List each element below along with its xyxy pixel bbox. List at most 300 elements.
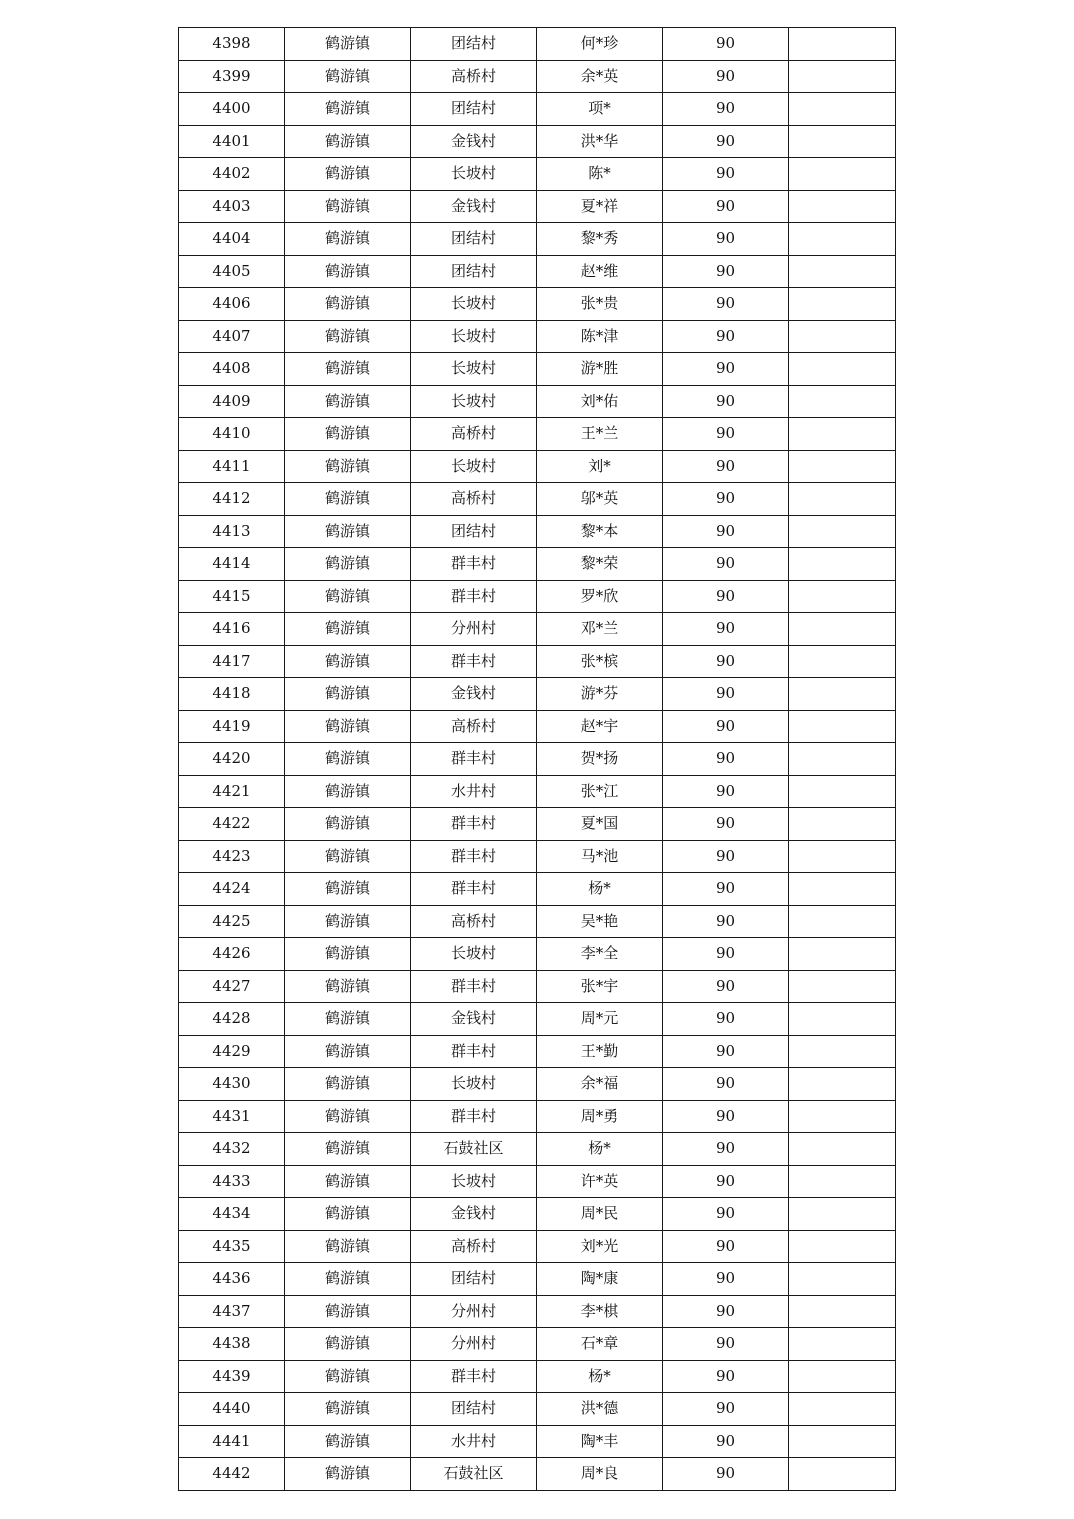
- cell-village: 长坡村: [411, 158, 537, 191]
- cell-village: 石鼓社区: [411, 1133, 537, 1166]
- cell-number: 4435: [179, 1230, 285, 1263]
- cell-amount: 90: [663, 938, 789, 971]
- cell-amount: 90: [663, 1295, 789, 1328]
- cell-number: 4411: [179, 450, 285, 483]
- cell-town: 鹤游镇: [285, 93, 411, 126]
- cell-number: 4437: [179, 1295, 285, 1328]
- table-row: [179, 1068, 896, 1101]
- cell-name: 陈*津: [537, 320, 663, 353]
- cell-name: 刘*佑: [537, 385, 663, 418]
- table-row: [179, 873, 896, 906]
- cell-town: 鹤游镇: [285, 1165, 411, 1198]
- cell-village: 长坡村: [411, 320, 537, 353]
- cell-note: [789, 1393, 896, 1426]
- cell-number: 4418: [179, 678, 285, 711]
- cell-amount: 90: [663, 743, 789, 776]
- cell-village: 高桥村: [411, 905, 537, 938]
- cell-village: 金钱村: [411, 125, 537, 158]
- cell-village: 金钱村: [411, 678, 537, 711]
- cell-note: [789, 255, 896, 288]
- cell-number: 4404: [179, 223, 285, 256]
- table-row: [179, 1100, 896, 1133]
- cell-number: 4428: [179, 1003, 285, 1036]
- cell-town: 鹤游镇: [285, 418, 411, 451]
- cell-note: [789, 1263, 896, 1296]
- cell-name: 黎*秀: [537, 223, 663, 256]
- cell-amount: 90: [663, 905, 789, 938]
- cell-town: 鹤游镇: [285, 158, 411, 191]
- table-row: [179, 743, 896, 776]
- cell-amount: 90: [663, 483, 789, 516]
- table-row: [179, 450, 896, 483]
- cell-town: 鹤游镇: [285, 775, 411, 808]
- cell-name: 石*章: [537, 1328, 663, 1361]
- cell-number: 4442: [179, 1458, 285, 1491]
- cell-amount: 90: [663, 548, 789, 581]
- cell-amount: 90: [663, 158, 789, 191]
- cell-town: 鹤游镇: [285, 190, 411, 223]
- cell-amount: 90: [663, 450, 789, 483]
- cell-town: 鹤游镇: [285, 710, 411, 743]
- cell-note: [789, 385, 896, 418]
- cell-town: 鹤游镇: [285, 320, 411, 353]
- cell-note: [789, 483, 896, 516]
- cell-town: 鹤游镇: [285, 125, 411, 158]
- cell-village: 团结村: [411, 93, 537, 126]
- cell-amount: 90: [663, 1035, 789, 1068]
- cell-number: 4410: [179, 418, 285, 451]
- cell-town: 鹤游镇: [285, 1458, 411, 1491]
- cell-amount: 90: [663, 1198, 789, 1231]
- cell-note: [789, 775, 896, 808]
- cell-town: 鹤游镇: [285, 288, 411, 321]
- table-row: [179, 288, 896, 321]
- cell-note: [789, 1328, 896, 1361]
- cell-note: [789, 1165, 896, 1198]
- cell-village: 群丰村: [411, 580, 537, 613]
- cell-note: [789, 1100, 896, 1133]
- cell-name: 游*芬: [537, 678, 663, 711]
- cell-number: 4408: [179, 353, 285, 386]
- cell-name: 黎*荣: [537, 548, 663, 581]
- cell-number: 4436: [179, 1263, 285, 1296]
- cell-number: 4429: [179, 1035, 285, 1068]
- cell-name: 黎*本: [537, 515, 663, 548]
- cell-town: 鹤游镇: [285, 483, 411, 516]
- cell-village: 群丰村: [411, 1035, 537, 1068]
- cell-number: 4419: [179, 710, 285, 743]
- cell-village: 金钱村: [411, 1003, 537, 1036]
- cell-town: 鹤游镇: [285, 60, 411, 93]
- cell-town: 鹤游镇: [285, 613, 411, 646]
- cell-village: 分州村: [411, 1295, 537, 1328]
- cell-name: 马*池: [537, 840, 663, 873]
- cell-town: 鹤游镇: [285, 873, 411, 906]
- cell-amount: 90: [663, 1328, 789, 1361]
- cell-note: [789, 938, 896, 971]
- cell-town: 鹤游镇: [285, 1198, 411, 1231]
- cell-note: [789, 223, 896, 256]
- table-row: [179, 1295, 896, 1328]
- cell-note: [789, 613, 896, 646]
- cell-town: 鹤游镇: [285, 938, 411, 971]
- cell-number: 4415: [179, 580, 285, 613]
- cell-name: 张*槟: [537, 645, 663, 678]
- cell-town: 鹤游镇: [285, 678, 411, 711]
- cell-amount: 90: [663, 93, 789, 126]
- table-row: [179, 1230, 896, 1263]
- cell-village: 群丰村: [411, 1100, 537, 1133]
- cell-town: 鹤游镇: [285, 970, 411, 1003]
- cell-amount: 90: [663, 1230, 789, 1263]
- cell-town: 鹤游镇: [285, 1003, 411, 1036]
- cell-town: 鹤游镇: [285, 28, 411, 61]
- cell-name: 杨*: [537, 1360, 663, 1393]
- table-row: [179, 1328, 896, 1361]
- table-row: [179, 710, 896, 743]
- cell-amount: 90: [663, 1003, 789, 1036]
- cell-town: 鹤游镇: [285, 1263, 411, 1296]
- cell-number: 4401: [179, 125, 285, 158]
- cell-amount: 90: [663, 1165, 789, 1198]
- cell-note: [789, 125, 896, 158]
- table-row: [179, 125, 896, 158]
- table-row: [179, 1425, 896, 1458]
- cell-name: 张*江: [537, 775, 663, 808]
- cell-name: 张*贵: [537, 288, 663, 321]
- cell-village: 高桥村: [411, 418, 537, 451]
- table-row: [179, 613, 896, 646]
- cell-number: 4398: [179, 28, 285, 61]
- cell-amount: 90: [663, 840, 789, 873]
- cell-note: [789, 1295, 896, 1328]
- cell-number: 4424: [179, 873, 285, 906]
- cell-number: 4431: [179, 1100, 285, 1133]
- cell-village: 水井村: [411, 775, 537, 808]
- cell-amount: 90: [663, 418, 789, 451]
- table-row: [179, 1035, 896, 1068]
- cell-amount: 90: [663, 1360, 789, 1393]
- cell-note: [789, 905, 896, 938]
- cell-village: 群丰村: [411, 970, 537, 1003]
- cell-note: [789, 1230, 896, 1263]
- cell-village: 长坡村: [411, 385, 537, 418]
- cell-town: 鹤游镇: [285, 1295, 411, 1328]
- cell-number: 4420: [179, 743, 285, 776]
- cell-number: 4441: [179, 1425, 285, 1458]
- cell-name: 李*全: [537, 938, 663, 971]
- cell-village: 长坡村: [411, 353, 537, 386]
- cell-number: 4426: [179, 938, 285, 971]
- cell-village: 群丰村: [411, 873, 537, 906]
- cell-number: 4403: [179, 190, 285, 223]
- cell-name: 许*英: [537, 1165, 663, 1198]
- cell-number: 4422: [179, 808, 285, 841]
- table-row: [179, 385, 896, 418]
- cell-number: 4440: [179, 1393, 285, 1426]
- cell-name: 李*棋: [537, 1295, 663, 1328]
- cell-number: 4421: [179, 775, 285, 808]
- table-row: [179, 353, 896, 386]
- cell-amount: 90: [663, 775, 789, 808]
- cell-town: 鹤游镇: [285, 1068, 411, 1101]
- table-row: [179, 223, 896, 256]
- table-row: [179, 580, 896, 613]
- cell-note: [789, 1198, 896, 1231]
- cell-name: 洪*华: [537, 125, 663, 158]
- cell-number: 4433: [179, 1165, 285, 1198]
- cell-village: 群丰村: [411, 743, 537, 776]
- cell-note: [789, 645, 896, 678]
- table-row: [179, 548, 896, 581]
- cell-name: 何*珍: [537, 28, 663, 61]
- roster-table-body: [179, 28, 896, 1491]
- cell-note: [789, 1458, 896, 1491]
- cell-amount: 90: [663, 125, 789, 158]
- table-row: [179, 1003, 896, 1036]
- cell-village: 高桥村: [411, 60, 537, 93]
- cell-name: 邓*兰: [537, 613, 663, 646]
- cell-note: [789, 28, 896, 61]
- cell-village: 群丰村: [411, 548, 537, 581]
- cell-note: [789, 288, 896, 321]
- cell-name: 贺*扬: [537, 743, 663, 776]
- cell-village: 长坡村: [411, 450, 537, 483]
- cell-note: [789, 158, 896, 191]
- cell-town: 鹤游镇: [285, 840, 411, 873]
- table-row: [179, 418, 896, 451]
- cell-note: [789, 1035, 896, 1068]
- cell-amount: 90: [663, 28, 789, 61]
- cell-name: 赵*维: [537, 255, 663, 288]
- cell-village: 高桥村: [411, 483, 537, 516]
- cell-number: 4406: [179, 288, 285, 321]
- cell-amount: 90: [663, 1133, 789, 1166]
- cell-town: 鹤游镇: [285, 255, 411, 288]
- cell-amount: 90: [663, 645, 789, 678]
- cell-amount: 90: [663, 1458, 789, 1491]
- cell-village: 团结村: [411, 255, 537, 288]
- cell-number: 4405: [179, 255, 285, 288]
- cell-name: 吴*艳: [537, 905, 663, 938]
- cell-number: 4417: [179, 645, 285, 678]
- table-row: [179, 905, 896, 938]
- table-row: [179, 158, 896, 191]
- cell-village: 金钱村: [411, 1198, 537, 1231]
- cell-name: 罗*欣: [537, 580, 663, 613]
- table-row: [179, 938, 896, 971]
- cell-village: 石鼓社区: [411, 1458, 537, 1491]
- cell-town: 鹤游镇: [285, 580, 411, 613]
- cell-name: 杨*: [537, 873, 663, 906]
- cell-town: 鹤游镇: [285, 1425, 411, 1458]
- cell-name: 刘*光: [537, 1230, 663, 1263]
- cell-number: 4414: [179, 548, 285, 581]
- table-row: [179, 1263, 896, 1296]
- cell-note: [789, 1425, 896, 1458]
- cell-amount: 90: [663, 1100, 789, 1133]
- cell-amount: 90: [663, 1068, 789, 1101]
- cell-town: 鹤游镇: [285, 1133, 411, 1166]
- cell-village: 水井村: [411, 1425, 537, 1458]
- cell-village: 团结村: [411, 515, 537, 548]
- cell-amount: 90: [663, 288, 789, 321]
- cell-town: 鹤游镇: [285, 1328, 411, 1361]
- cell-town: 鹤游镇: [285, 548, 411, 581]
- cell-number: 4430: [179, 1068, 285, 1101]
- cell-village: 分州村: [411, 613, 537, 646]
- cell-note: [789, 353, 896, 386]
- cell-note: [789, 1133, 896, 1166]
- cell-name: 余*英: [537, 60, 663, 93]
- cell-town: 鹤游镇: [285, 645, 411, 678]
- cell-amount: 90: [663, 385, 789, 418]
- cell-note: [789, 450, 896, 483]
- table-row: [179, 970, 896, 1003]
- cell-name: 陶*丰: [537, 1425, 663, 1458]
- cell-village: 金钱村: [411, 190, 537, 223]
- table-row: [179, 1198, 896, 1231]
- cell-number: 4425: [179, 905, 285, 938]
- cell-note: [789, 1360, 896, 1393]
- cell-amount: 90: [663, 190, 789, 223]
- table-row: [179, 190, 896, 223]
- table-row: [179, 320, 896, 353]
- cell-town: 鹤游镇: [285, 1230, 411, 1263]
- cell-note: [789, 93, 896, 126]
- cell-town: 鹤游镇: [285, 385, 411, 418]
- table-row: [179, 1133, 896, 1166]
- cell-amount: 90: [663, 223, 789, 256]
- table-row: [179, 840, 896, 873]
- cell-town: 鹤游镇: [285, 1035, 411, 1068]
- cell-village: 长坡村: [411, 288, 537, 321]
- cell-number: 4412: [179, 483, 285, 516]
- cell-village: 群丰村: [411, 1360, 537, 1393]
- cell-amount: 90: [663, 255, 789, 288]
- cell-number: 4407: [179, 320, 285, 353]
- cell-name: 周*民: [537, 1198, 663, 1231]
- cell-village: 分州村: [411, 1328, 537, 1361]
- table-row: [179, 1360, 896, 1393]
- cell-note: [789, 840, 896, 873]
- cell-town: 鹤游镇: [285, 743, 411, 776]
- cell-village: 群丰村: [411, 808, 537, 841]
- table-row: [179, 808, 896, 841]
- cell-name: 赵*宇: [537, 710, 663, 743]
- cell-name: 张*宇: [537, 970, 663, 1003]
- cell-amount: 90: [663, 1393, 789, 1426]
- cell-name: 陈*: [537, 158, 663, 191]
- cell-note: [789, 970, 896, 1003]
- cell-town: 鹤游镇: [285, 515, 411, 548]
- cell-number: 4427: [179, 970, 285, 1003]
- table-row: [179, 255, 896, 288]
- cell-town: 鹤游镇: [285, 1360, 411, 1393]
- cell-name: 游*胜: [537, 353, 663, 386]
- cell-note: [789, 1068, 896, 1101]
- cell-village: 团结村: [411, 1393, 537, 1426]
- cell-name: 王*兰: [537, 418, 663, 451]
- cell-village: 高桥村: [411, 710, 537, 743]
- cell-name: 杨*: [537, 1133, 663, 1166]
- cell-note: [789, 320, 896, 353]
- cell-note: [789, 710, 896, 743]
- cell-name: 陶*康: [537, 1263, 663, 1296]
- cell-number: 4432: [179, 1133, 285, 1166]
- table-row: [179, 645, 896, 678]
- cell-town: 鹤游镇: [285, 223, 411, 256]
- cell-name: 夏*国: [537, 808, 663, 841]
- cell-number: 4434: [179, 1198, 285, 1231]
- cell-amount: 90: [663, 613, 789, 646]
- cell-amount: 90: [663, 873, 789, 906]
- cell-village: 团结村: [411, 223, 537, 256]
- cell-name: 洪*德: [537, 1393, 663, 1426]
- cell-amount: 90: [663, 60, 789, 93]
- cell-village: 团结村: [411, 1263, 537, 1296]
- table-row: [179, 28, 896, 61]
- cell-name: 刘*: [537, 450, 663, 483]
- cell-number: 4423: [179, 840, 285, 873]
- roster-table: [178, 27, 896, 1491]
- cell-village: 长坡村: [411, 1068, 537, 1101]
- cell-number: 4438: [179, 1328, 285, 1361]
- cell-number: 4400: [179, 93, 285, 126]
- cell-village: 群丰村: [411, 840, 537, 873]
- cell-amount: 90: [663, 710, 789, 743]
- cell-note: [789, 548, 896, 581]
- cell-village: 长坡村: [411, 1165, 537, 1198]
- cell-village: 高桥村: [411, 1230, 537, 1263]
- cell-amount: 90: [663, 515, 789, 548]
- table-row: [179, 483, 896, 516]
- cell-name: 项*: [537, 93, 663, 126]
- cell-village: 长坡村: [411, 938, 537, 971]
- cell-amount: 90: [663, 1263, 789, 1296]
- cell-note: [789, 873, 896, 906]
- table-row: [179, 1458, 896, 1491]
- table-row: [179, 60, 896, 93]
- cell-note: [789, 743, 896, 776]
- cell-name: 邬*英: [537, 483, 663, 516]
- cell-note: [789, 190, 896, 223]
- cell-amount: 90: [663, 808, 789, 841]
- cell-town: 鹤游镇: [285, 1393, 411, 1426]
- cell-amount: 90: [663, 678, 789, 711]
- table-row: [179, 1393, 896, 1426]
- cell-name: 余*福: [537, 1068, 663, 1101]
- cell-number: 4402: [179, 158, 285, 191]
- cell-note: [789, 678, 896, 711]
- cell-note: [789, 1003, 896, 1036]
- cell-name: 周*元: [537, 1003, 663, 1036]
- cell-note: [789, 808, 896, 841]
- cell-note: [789, 515, 896, 548]
- cell-village: 团结村: [411, 28, 537, 61]
- cell-name: 王*勤: [537, 1035, 663, 1068]
- cell-town: 鹤游镇: [285, 905, 411, 938]
- cell-note: [789, 60, 896, 93]
- cell-note: [789, 418, 896, 451]
- cell-town: 鹤游镇: [285, 808, 411, 841]
- table-row: [179, 515, 896, 548]
- cell-town: 鹤游镇: [285, 353, 411, 386]
- cell-amount: 90: [663, 1425, 789, 1458]
- cell-number: 4399: [179, 60, 285, 93]
- cell-number: 4409: [179, 385, 285, 418]
- cell-amount: 90: [663, 353, 789, 386]
